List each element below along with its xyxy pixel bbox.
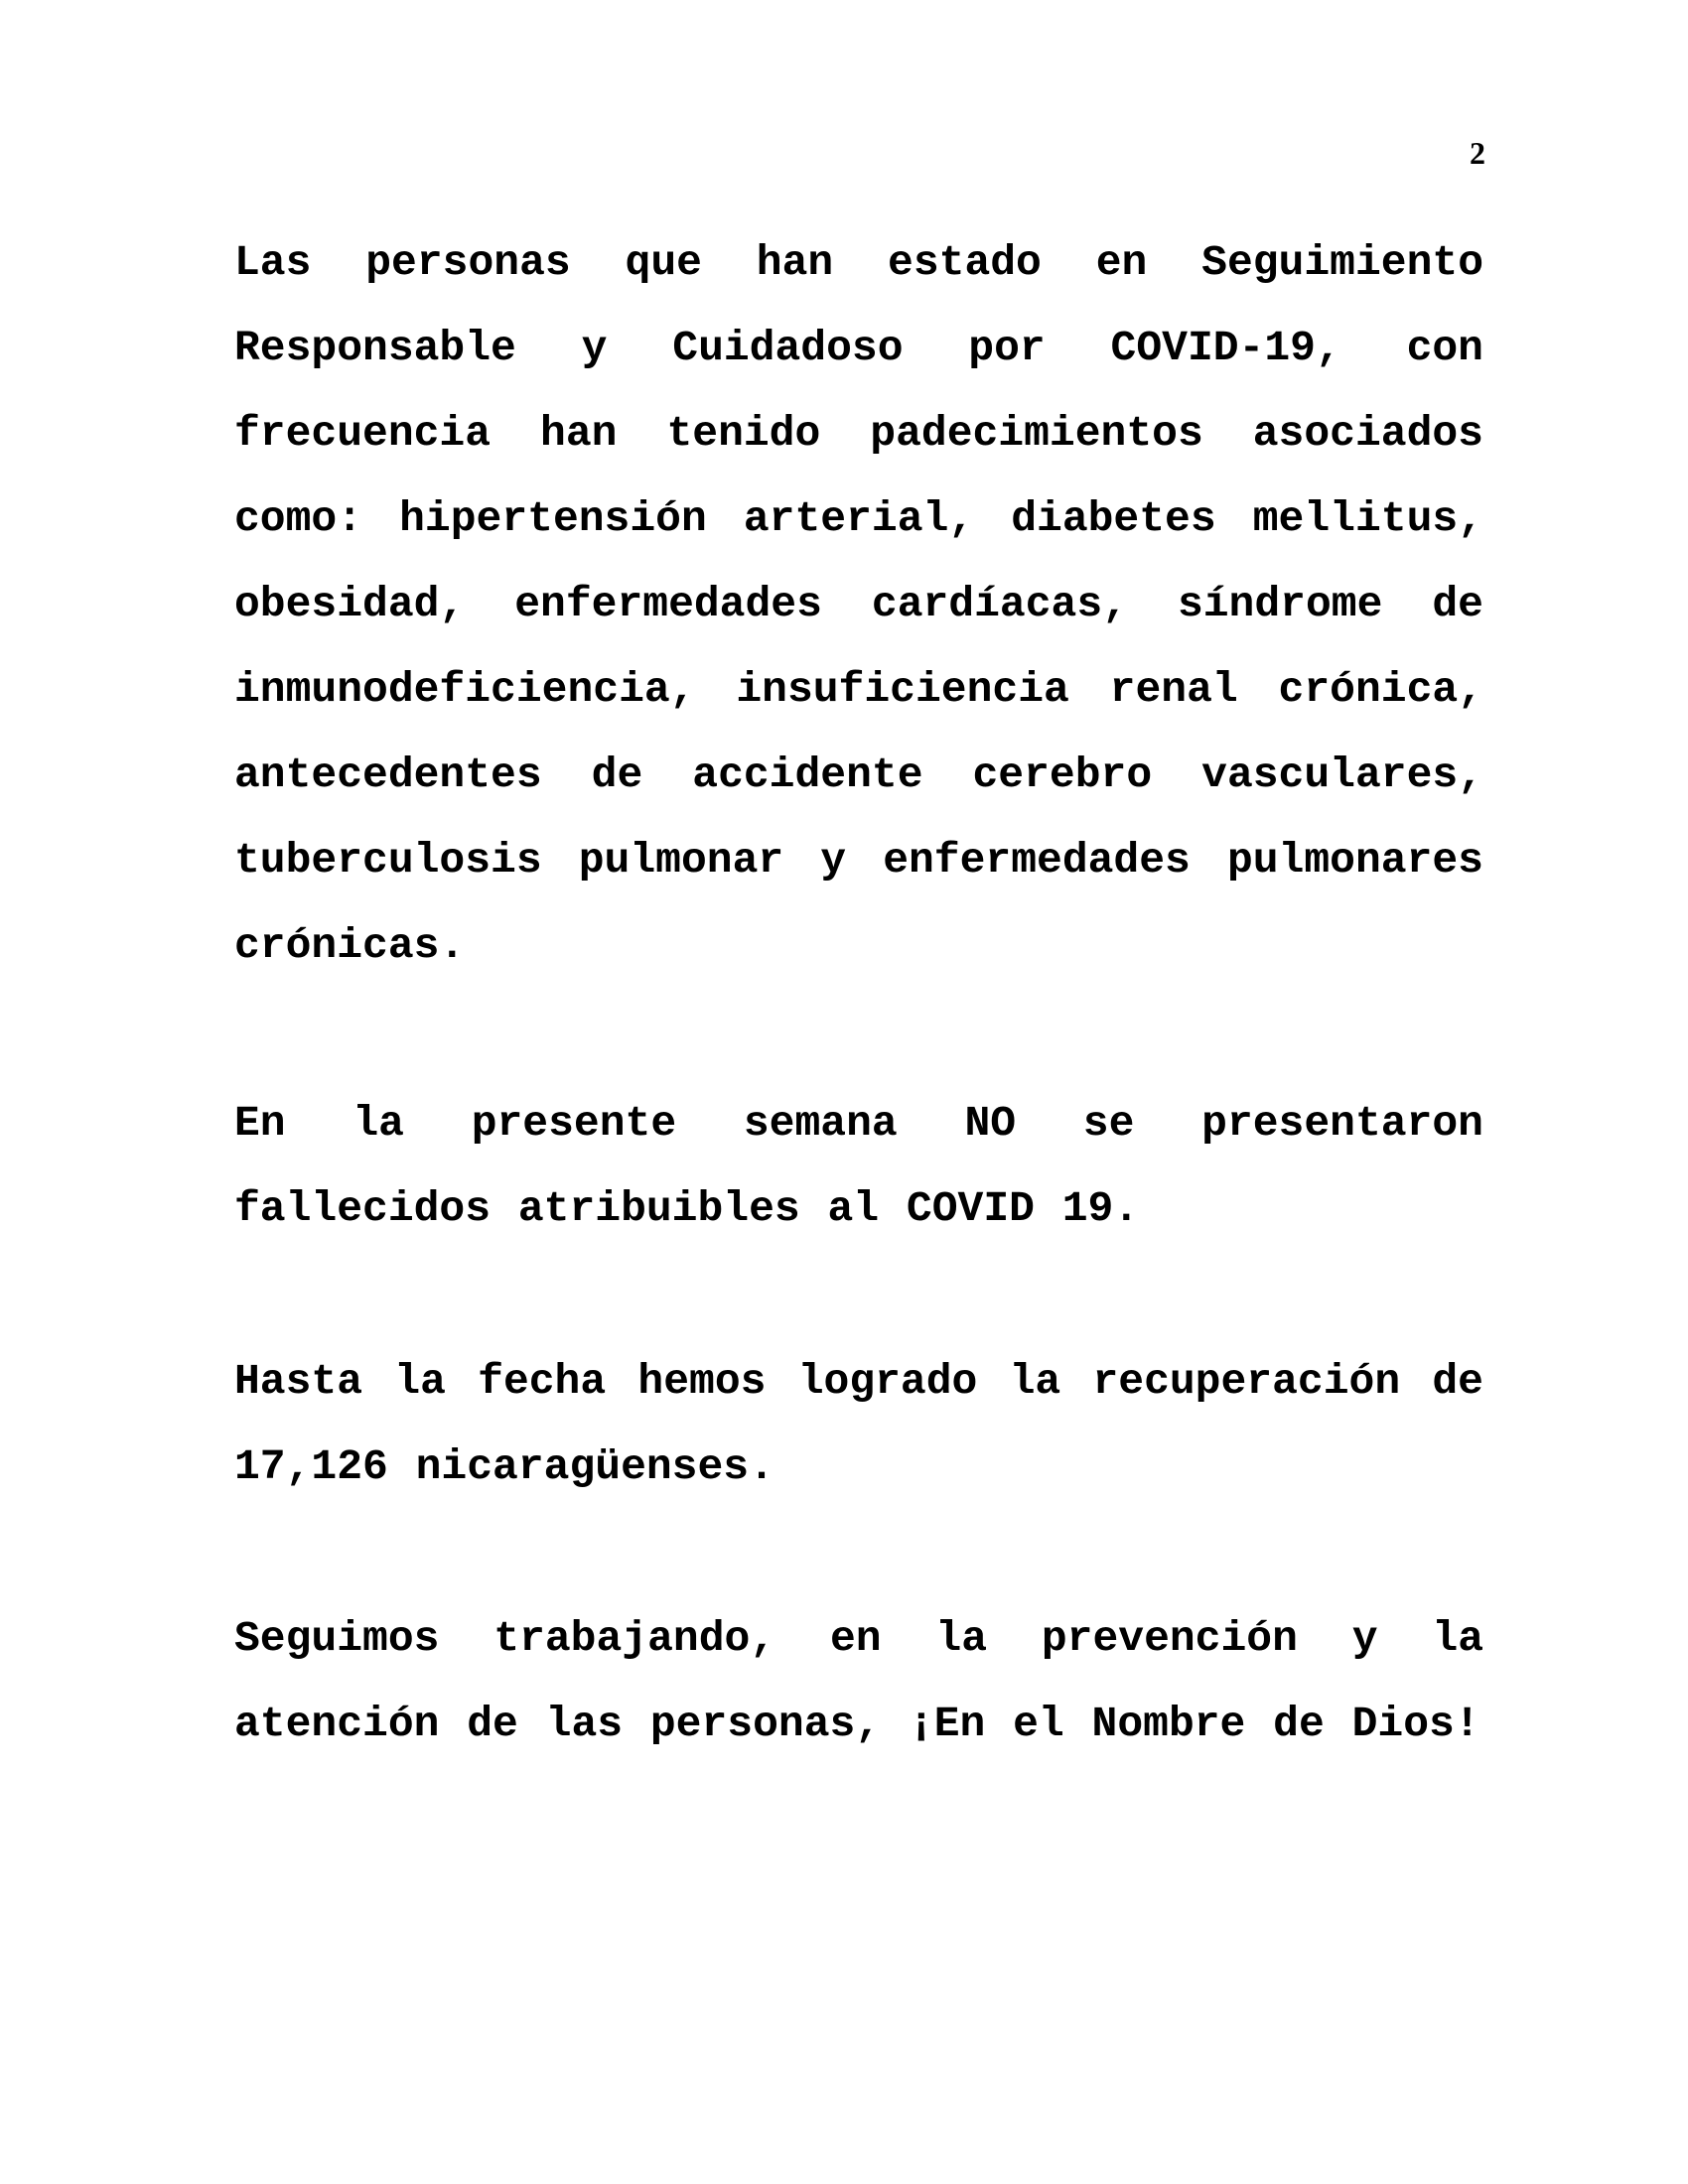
- paragraph-comorbidities: Las personas que han estado en Seguimiento Responsable y Cuidadoso por COVID-19, con frecuencia han tenido padecimientos asociados como: hipertensión arterial, diabetes mellitus, obesidad, enfermedades cardíacas, síndrome de inmunodeficiencia, insuficiencia renal crónica, antecedentes de accidente cerebro vasculares, tuberculosis pulmonar y enfermedades pulmonares crónicas.: [234, 238, 1483, 970]
- paragraph-deaths: En la presente semana NO se presentaron fallecidos atribuibles al COVID 19.: [234, 1099, 1483, 1233]
- paragraph-recoveries: Hasta la fecha hemos logrado la recuperación de 17,126 nicaragüenses.: [234, 1357, 1483, 1491]
- page-number: 2: [1470, 135, 1485, 171]
- paragraph-closing: Seguimos trabajando, en la prevención y la atención de las personas, ¡En el Nombre de Dios!: [234, 1614, 1483, 1748]
